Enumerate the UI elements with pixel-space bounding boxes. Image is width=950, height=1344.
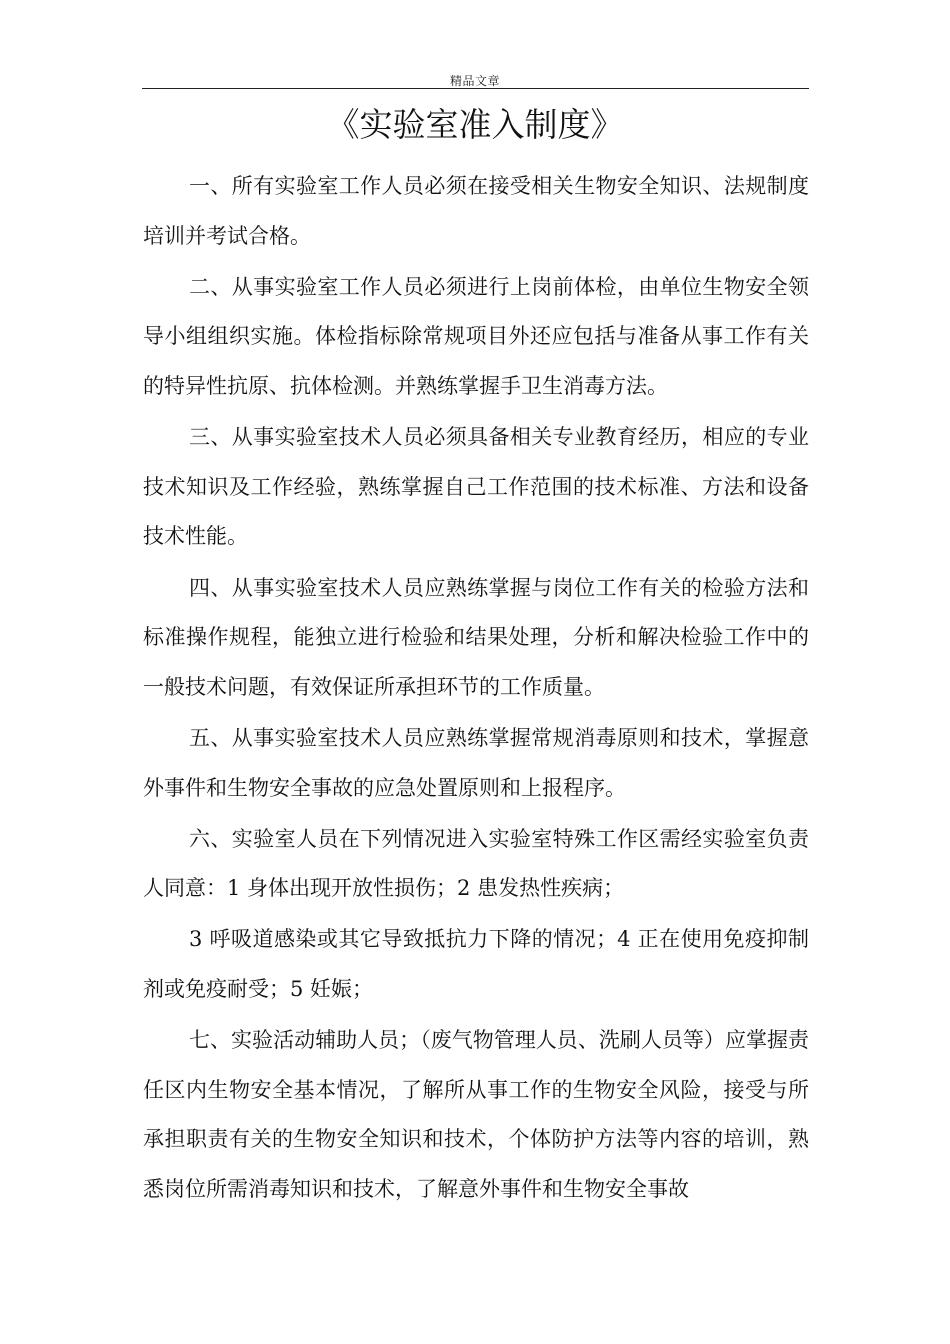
- paragraph-6: 六、实验室人员在下列情况进入实验室特殊工作区需经实验室负责人同意：1 身体出现开放性损伤；2 患发热性疾病；: [143, 826, 809, 901]
- page-header-label: 精品文章: [449, 74, 500, 88]
- paragraph-4: 四、从事实验室技术人员应熟练掌握与岗位工作有关的检验方法和标准操作规程，能独立进行检验和结果处理，分析和解决检验工作中的一般技术问题，有效保证所承担环节的工作质量。: [143, 575, 809, 699]
- paragraph-5: 五、从事实验室技术人员应熟练掌握常规消毒原则和技术，掌握意外事件和生物安全事故的应急处置原则和上报程序。: [143, 725, 809, 800]
- paragraph-2: 二、从事实验室工作人员必须进行上岗前体检，由单位生物安全领导小组组织实施。体检指标除常规项目外还应包括与准备从事工作有关的特异性抗原、抗体检测。并熟练掌握手卫生消毒方法。: [143, 274, 809, 398]
- paragraph-3: 三、从事实验室技术人员必须具备相关专业教育经历，相应的专业技术知识及工作经验，熟练掌握自己工作范围的技术标准、方法和设备技术性能。: [143, 425, 809, 549]
- document-body: [143, 162, 809, 1242]
- header-divider: [142, 88, 809, 89]
- paragraph-1: 一、所有实验室工作人员必须在接受相关生物安全知识、法规制度培训并考试合格。: [143, 174, 809, 248]
- paragraph-7: 七、实验活动辅助人员；（废气物管理人员、洗刷人员等）应掌握责任区内生物安全基本情况，了解所从事工作的生物安全风险，接受与所承担职责有关的生物安全知识和技术，个体防护方法等内容的培训，熟悉岗位所需消毒知识和技术，了解意外事件和生物安全事故: [143, 1028, 809, 1202]
- document-title: 《实验室准入制度》: [326, 105, 624, 144]
- paragraph-6-continued: 3 呼吸道感染或其它导致抵抗力下降的情况；4 正在使用免疫抑制剂或免疫耐受；5 妊娠；: [143, 927, 809, 1002]
